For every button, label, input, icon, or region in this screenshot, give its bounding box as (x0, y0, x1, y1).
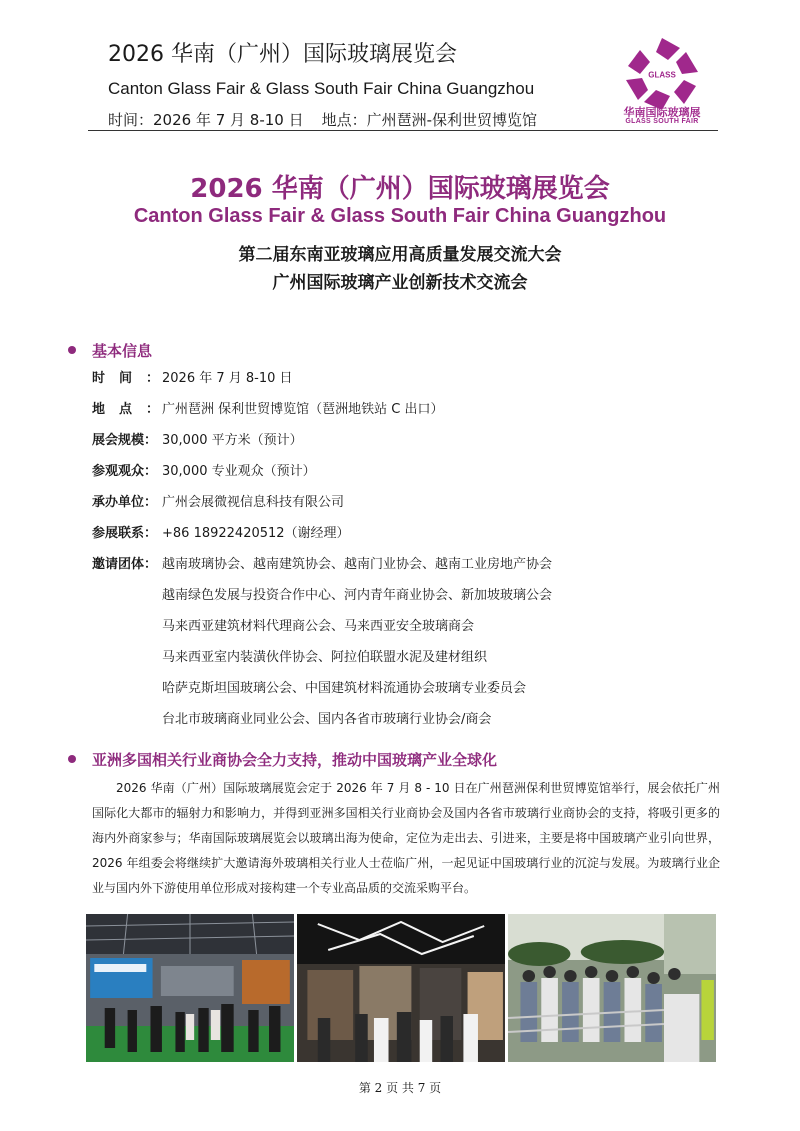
header-title: 2026 华南（广州）国际玻璃展览会 (108, 42, 457, 67)
info-label: 承办单位： (92, 495, 158, 510)
exhibition-hall-photo (86, 914, 294, 1062)
header-english-title: Canton Glass Fair & Glass South Fair China Guangzhou (108, 79, 535, 98)
info-row-contact (92, 524, 443, 555)
list-item: 越南绿色发展与投资合作中心、河内青年商业协会、新加坡玻璃公会 (162, 588, 553, 603)
info-value: +86 18922420512（谢经理） (162, 526, 350, 541)
info-row-visitors (92, 462, 443, 493)
invite-label: 邀请团体： (92, 557, 158, 572)
info-value: 广州琶洲 保利世贸博览馆（琶洲地铁站 C 出口） (162, 402, 444, 417)
document-title: 2026 华南（广州）国际玻璃展览会 (190, 174, 610, 204)
info-label: 时间： (92, 371, 174, 386)
registration-crowd-photo (508, 914, 716, 1062)
info-label: 参展联系： (92, 526, 158, 541)
logo-badge-text: GLASS (648, 70, 676, 80)
page-number: 第 2 页 共 7 页 (358, 1081, 442, 1095)
header-venue: 地点：广州琶洲-保利世贸博览馆 (321, 111, 538, 129)
exhibition-photos (86, 914, 716, 1062)
invite-groups-list (162, 555, 552, 741)
list-item: 哈萨克斯坦国玻璃公会、中国建筑材料流通协会玻璃专业委员会 (162, 681, 527, 696)
section-heading: 亚洲多国相关行业商协会全力支持，推动中国玻璃产业全球化 (92, 751, 498, 769)
list-item: 马来西亚建筑材料代理商公会、马来西亚安全玻璃商会 (162, 619, 475, 634)
info-row-venue (92, 400, 443, 431)
booth-visitors-photo (297, 914, 505, 1062)
header-divider (88, 130, 718, 131)
document-subtitle-2: 广州国际玻璃产业创新技术交流会 (272, 273, 528, 293)
info-row-scale (92, 431, 443, 462)
info-row-time (92, 369, 443, 400)
header-meta (108, 108, 628, 132)
list-item: 台北市玻璃商业同业公会、国内各省市玻璃行业协会/商会 (162, 712, 492, 727)
info-label: 地点： (92, 402, 174, 417)
info-label: 参观观众： (92, 464, 158, 479)
info-value: 30,000 平方米（预计） (162, 433, 303, 448)
list-item: 马来西亚室内装潢伙伴协会、阿拉伯联盟水泥及建材组织 (162, 650, 488, 665)
info-value: 广州会展微视信息科技有限公司 (162, 495, 345, 510)
list-item: 越南玻璃协会、越南建筑协会、越南门业协会、越南工业房地产协会 (162, 557, 553, 572)
page-header (108, 40, 628, 132)
bullet-icon (68, 346, 76, 354)
info-row-organizer (92, 493, 443, 524)
info-value: 2026 年 7 月 8-10 日 (162, 371, 293, 386)
document-english-title: Canton Glass Fair & Glass South Fair China Guangzhou (133, 205, 667, 227)
support-paragraph: 2026 华南（广州）国际玻璃展览会定于 2026 年 7 月 8 - 10 日在广州琶洲保利世贸博览馆举行，展会依托广州国际化大都市的辐射力和影响力，并得到亚洲多国相关行业商协会及国内各省市玻璃行业商协会的支持，将吸引更多的海内外商家参与；华南国际玻璃展览会以玻璃出海为使命，定位为走出去、引进来，主要是将中国玻璃产业引向世界，2026 年组委会将继续扩大邀请海外玻璃相关行业人士莅临广州，一起见证中国玻璃行业的沉淀与发展。为玻璃行业企业与国内外下游使用单位形成对接构建一个专业高品质的交流采购平台。 (92, 781, 720, 895)
header-time: 时间：2026 年 7 月 8-10 日 (108, 111, 304, 129)
section-support (68, 749, 497, 770)
info-value: 30,000 专业观众（预计） (162, 464, 316, 479)
section-heading: 基本信息 (92, 342, 153, 360)
info-label: 展会规模： (92, 433, 158, 448)
document-subtitle-1: 第二届东南亚玻璃应用高质量发展交流大会 (238, 245, 562, 265)
basic-info-list (92, 369, 443, 555)
bullet-icon (68, 755, 76, 763)
section-basic-info (68, 340, 152, 361)
logo-name-en: GLASS SOUTH FAIR (625, 118, 699, 125)
logo-name-cn: 华南国际玻璃展 (623, 106, 701, 119)
